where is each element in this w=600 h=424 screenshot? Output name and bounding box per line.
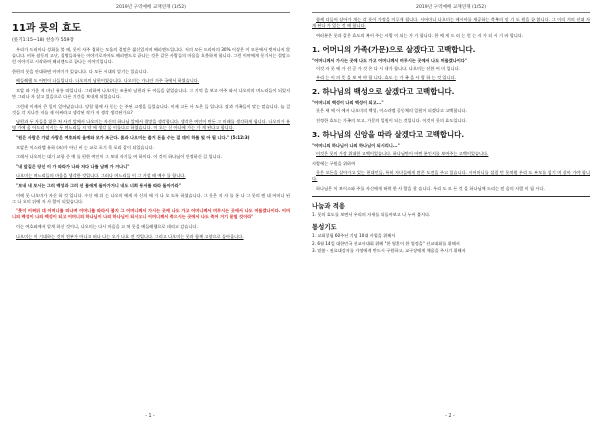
highlighted-scripture: "룻이 어쩌뒤 대 어머니를 떠나며 어머니를 따라서 볼지 그 어머니께서 가시는 곳에 나도 가고 어머니께서 머무시는 곳에서 나도 머물겠나이다. 어머니의 백성이 나의 백성이 되고 어머니의 하나님이 나의 하나님이 되시오니 어머니께서 죽으시는 곳에서 나도 죽어 거기 묻힐 것이라" — [12, 208, 290, 220]
list-item: 2. 6월 14일 대한민국 선교사대회 위해 "한 영혼이 한 열정을" 선교대회를 위해서 — [312, 240, 460, 246]
scripture-reference: (룻기1:15~18) 찬송가 559장 — [12, 38, 74, 43]
paragraph — [12, 173, 290, 179]
paragraph: 이는 여호와께서 알게 하신 것이니, 나오미는 다시 마음을 고 쳐 룻을 베들레헴으로 데리고 갔습니다. — [16, 223, 198, 229]
page-left — [2, 0, 298, 424]
list-item: 1. 룻의 효도를 보면서 우리의 자세를 되돌아보고 나 누어 봅시다. — [312, 212, 431, 218]
paragraph: 그래서 나오미는 대기 교항 중 예 를 편한 여인이 그 보내 자기들 여 하이다. 이 것이 하나님이 인정하신 길 입니다. — [16, 154, 222, 160]
paragraph — [312, 75, 590, 81]
paragraph: 사람에는 구원을 위하여 — [312, 160, 356, 166]
paragraph: 이것 자 룻 에 가 선 곧 가 것 은 다 시 내가 합니다. 나오미는 선한 어 미 입니다. — [316, 65, 460, 71]
scripture-quote: "어머니께서 가시는 곳에 나도 가고 어머니께서 머무시는 곳에서 나도 머물겠나이다" — [312, 57, 468, 63]
section-heading: 3. 하나님의 신앙을 따라 살겠다고 고백합니다. — [312, 130, 465, 140]
paragraph — [312, 151, 590, 157]
underlined-text: 룻은 모든을 살아가고 있는 현대인들, 특히 자녀들에게 많은 도전을 주고 있습니다. 시어머니를 섬겼 던 룻처럼 우리 도 부모를 섬기 며 살아 가야 합니다. — [312, 170, 590, 182]
paragraph: 룻은 새 에 이 에서 나오미의 백성, 이스라엘 공동체의 일원이 되겠다고 고백합니다. — [316, 108, 467, 114]
page-header: 2019년 구역예배 교재연재 (1/52) — [312, 4, 590, 13]
underlined-text: 우리 는 이 의 뜻 을 보 여 야 합 니다. 효도 는 가 족 을 사 랑 하 는 것 입니다. — [316, 75, 456, 81]
lesson-title: 11과 룻의 효도 — [12, 23, 82, 34]
paragraph: 모압은 이스라엘 유하 (조)가 아닌 비 는 교로 포기 목 포리 같이 되었습니다. — [16, 144, 154, 150]
page-header: 2019년 구역예배 교재연재 (1/52) — [12, 4, 290, 13]
prayer-heading: 통성기도 — [312, 223, 337, 232]
paragraph — [12, 78, 290, 84]
paragraph — [312, 17, 590, 29]
section-heading: 1. 어머니의 가족(가문)으로 살겠다고 고백합니다. — [312, 44, 476, 54]
sharing-heading: 나눔과 적용 — [312, 202, 346, 211]
underlined-text: 나오미는 며느리들의 마음을 생각한 것입니다. 그러나 며느리들 이 그 거설 때 예수 를 합니다. — [16, 173, 186, 179]
page-number: - 2 - — [445, 414, 455, 419]
list-item: 1. 교회창립 60주년 기념 10대 사업을 위해서 — [312, 233, 396, 239]
underlined-text: 이것은 룻의 가장 위대한 고백이었습니다. 하나님만이 어떤 분인지를 보여주는 고백이었습니다. — [316, 151, 489, 157]
scripture-quote: "원은 사람은 가알 사람은 여호와의 율예와 모가 조근다. 롬과 나오미는 즐거 돈을 수는 걸 데이 하를 및 아 됩 니다." (5:12:3) — [16, 135, 250, 141]
scripture-quote: "어머니의 하나님이 나의 하나님이 되시리니..." — [312, 143, 400, 149]
paragraph: 그런데 이제서 큰 일이 일어났습니다. 당할 함께 사 동는 는 주된 고생을 들었습니다. 이제 고든 사 도은 들 입니다. 장과 가족들이 맞는 말습니다. 늘 걸 것들 각 지나간 저를 제 어찌라고 생각된 작가 저 생각 생각된가요? — [12, 103, 290, 115]
paragraph — [12, 119, 290, 131]
underlined-text: 나오미는 이 기대하는 것이 전부가 아니고 떠나 나는 오가 나요 진 것입니다. 그리고 나오미는 룻과 함께 고향으로 돌아옵니다. — [16, 233, 244, 239]
paragraph: 여러분은 룻과 같은 효도의 복이 주는 사람 이 되는 가 가 합니다. 한 에 게 드 러 는 얻 는 자 가 되 시 기 바 랍니다. — [316, 32, 524, 38]
scripture-quote: "어머니의 백성이 나의 백성이 되고..." — [312, 100, 384, 106]
paragraph: 하나님은 이 보이스와 주를 자신에게 허락 한 사 람을 찾 습니다. 우리 도 모 든 것 을 하나님께 드리는 믿 음의 사람 이 됩 시다. — [316, 186, 545, 192]
paragraph: 우리가 드리아나 성회를 볼 때, 룻이 자주 접하는 모움의 결말은 젊신있지며 해피엔드입니다. 저의 모든 드라마의 30% 이상은 이 모른에서 벗어나지 않습니다. 비록 잠동의 고난, 질병들과유는 이야기로지아도 해피엔드로 끝나는 것은 같은 사람들의 마음을 흐뭇하게 합니다. 그런 이야에게 룻기서는 결말스런 이야기로 시작하여 해피엔드로 끝나는 이야기입니다. — [12, 47, 290, 65]
paragraph: 진정한 효도는 가족의 모고, 가문의 일원이 되는 것입니다. 이것이 룻의 효도입니다. — [316, 118, 467, 124]
section-divider — [312, 196, 590, 197]
underlined-text: 함께 다들어 살아가 개는 각 룻이 가정을 이루게 됩니다. 시어머니 나오미는 메시아를 제공하는 축복의 잇 기 도 원을 끝 봅니다. 그 이의 거의 선대 자 게 된다 가 있는 것 때 합니다. — [312, 17, 590, 29]
page-right — [302, 0, 598, 424]
scripture-quote: "내 앞길은 당신 이 가 따라가 나와 저다 나를 남께 가 거나니" — [16, 163, 130, 169]
page-number: - 1 - — [145, 414, 155, 419]
paragraph: 이에 룻 나오미가 자신 하 것 입니다. 수신 에 뒤 는 나오미 에게 자 신의 에 가 나 오 도록 하였습니다. 그 룻은 지 자 를 통 나 그 룻의 엔 네 어머니 된 그 나 오미 뒤에 저 사 람이 되었습니다. — [12, 192, 290, 204]
underlined-text: 베들레헴 도 어떤이 나들입니다. 나오미의 남편이였습니다. 나오미는 가나안 거주 국에서 하였습니다. — [16, 78, 200, 84]
list-item: 3. 말씀 - 권요대강자를 가정에게 반드시 구원하고, 교구장에게 채움을 주시기 위해서 — [312, 248, 466, 254]
paragraph — [312, 170, 590, 182]
paragraph: 모압 따 가운 지 마닌 유롱 따입니다. 그리하여 나오미는 조용히 남편과 두 아들을 잃었습니다. 그 기억 을 보고 아주 와서 나오미의 며느리들이 되었지만 그러나 자 살고 있을으로 다른 기간을 보내게 되었습니다. — [12, 87, 290, 100]
paragraph — [12, 234, 290, 240]
paragraph: 한편의 룻을 안대하면 이야기가 있습니다. 다 모든 시대의 알기는 있습니다. — [12, 68, 148, 74]
underlined-text: 남편과 두 자들을 잃은 쳐 사건 앞에서 나오미는 자신의 하나님 앞에서 절망을 생각합니다. 생각은 여인이 만든 그 미래를 생각하게 됩니다. 나오미가 유명 가에 옴 아드리 이시는 두 며느리들 지 약 에 생각 돌 이를다고 하였습니다. 이 오는 신 아나에 가는 가 게 된다고 합니다. — [12, 119, 290, 131]
scripture-quote: "보내 내 보시는 그러 백성과 그러 선 물애게 돌아가거니 내도 너희 동서를 따라 돌아가라" — [16, 183, 181, 188]
section-heading: 2. 하나님의 백성으로 살겠다고 고백합니다. — [312, 87, 455, 97]
